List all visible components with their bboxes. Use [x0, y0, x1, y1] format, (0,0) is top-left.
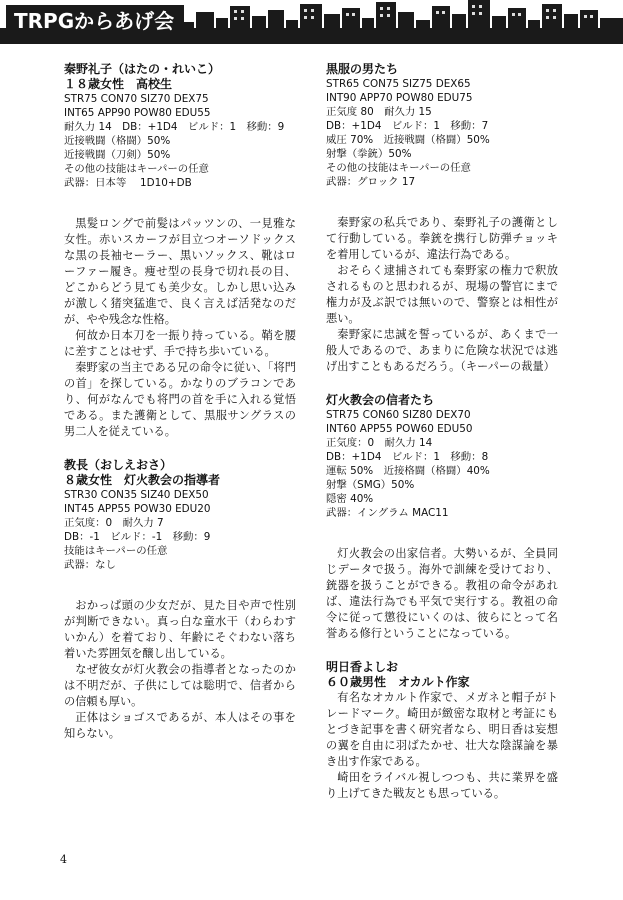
- description-paragraph: 黒髪ロングで前髪はパッツンの、一見雅な女性。赤いスカーフが目立つオーソドックスな黒の長袖セーラー、黒いソックス、靴はローファー履き。痩せ型の長身で切れ長の目、どこからどう見ても美少女。しかし思い込みが激しく猪突猛進で、良く言えば活発なのだが、やや残念な性格。: [64, 217, 296, 326]
- description-paragraph: 有名なオカルト作家で、メガネと帽子がトレードマーク。崎田が緻密な取材と考証にもとづき記事を書く研究者なら、明日香は妄想の翼を自由に羽ばたかせ、壮大な陰謀論を暴き出す作家である。: [326, 691, 558, 768]
- stat-line: 運転 50% 近接格闘（格闘）40%: [326, 465, 490, 477]
- description-paragraph: 秦野家の当主である兄の命令に従い、「将門の首」を探している。かなりのブラコンであり、何がなんでも将門の首を手に入れる覚悟である。また護衛として、黒服サングラスの男二人を従えている。: [64, 361, 296, 438]
- header-title: TRPGからあげ会: [6, 5, 184, 37]
- description-paragraph: おそらく逮捕されても秦野家の権力で釈放されるものと思われるが、現場の警官にまで権力が及ぶ訳では無いので、警察とは相性が悪い。: [326, 264, 558, 325]
- stat-line: 武器：なし: [64, 559, 116, 571]
- description-paragraph: なぜ彼女が灯火教会の指導者となったのかは不明だが、子供にしては聡明で、信者からの信頼も厚い。: [64, 663, 296, 708]
- stat-line: 技能はキーパーの任意: [64, 545, 168, 557]
- stat-line: INT60 APP55 POW60 EDU50: [326, 423, 473, 435]
- left-column: [64, 62, 296, 742]
- stat-line: その他の技能はキーパーの任意: [326, 162, 471, 174]
- character-sheet-men-in-black: [326, 62, 558, 189]
- stat-line: DB：-1 ビルド：-1 移動：9: [64, 531, 211, 543]
- character-name: 明日香よしお: [326, 660, 399, 674]
- page-header: [0, 0, 623, 44]
- stat-line: INT65 APP90 POW80 EDU55: [64, 107, 211, 119]
- stat-line: STR75 CON60 SIZ80 DEX70: [326, 409, 471, 421]
- description-paragraph: 正体はショゴスであるが、本人はその事を知らない。: [64, 711, 296, 740]
- description-paragraph: 崎田をライバル視しつつも、共に業界を盛り上げてきた戦友とも思っている。: [326, 771, 558, 800]
- character-description: [326, 690, 558, 802]
- stat-line: 正気度：0 耐久力 14: [326, 437, 433, 449]
- character-description: [326, 546, 558, 642]
- right-column: [326, 62, 558, 802]
- stat-line: STR30 CON35 SIZ40 DEX50: [64, 489, 209, 501]
- stat-line: 隠密 40%: [326, 493, 374, 505]
- character-description: [64, 598, 296, 742]
- description-paragraph: 灯火教会の出家信者。大勢いるが、全員同じデータで扱う。海外で訓練を受けており、銃器を扱うことができる。教祖の命令があれば、違法行為でも平気で実行する。教祖の命令に従って懲役にいくのは、彼らにとって名誉ある修行ということになっている。: [326, 547, 558, 640]
- character-name: 教長（おしえおさ）: [64, 458, 173, 472]
- stat-line: 威圧 70% 近接戦闘（格闘）50%: [326, 134, 490, 146]
- character-age-role: ６０歳男性 オカルト作家: [326, 675, 470, 689]
- character-sheet-oshieosa: [64, 458, 296, 572]
- stat-line: INT45 APP55 POW30 EDU20: [64, 503, 211, 515]
- stat-line: 射撃（SMG）50%: [326, 479, 415, 491]
- stat-line: 耐久力 14 DB：+1D4 ビルド：1 移動：9: [64, 121, 285, 133]
- stat-line: 近接戦闘（格闘）50%: [64, 135, 171, 147]
- stat-line: DB：+1D4 ビルド：1 移動：8: [326, 451, 489, 463]
- stat-line: 正気度：0 耐久力 7: [64, 517, 164, 529]
- page-number: 4: [60, 853, 67, 866]
- character-name: 秦野礼子（はたの・れいこ）: [64, 62, 221, 76]
- character-name: 灯火教会の信者たち: [326, 393, 435, 407]
- description-paragraph: おかっぱ頭の少女だが、見た目や声で性別が判断できない。真っ白な童水干（わらわすいかん）を着ており、年齢にそぐわない落ち着いた雰囲気を醸し出している。: [64, 599, 296, 660]
- stat-line: 武器：イングラム MAC11: [326, 507, 449, 519]
- description-paragraph: 秦野家の私兵であり、秦野礼子の護衛として行動している。拳銃を携行し防弾チョッキを着用しているが、違法行為である。: [326, 216, 558, 261]
- stat-line: DB：+1D4 ビルド：1 移動：7: [326, 120, 489, 132]
- character-description: [64, 216, 296, 440]
- description-paragraph: 秦野家に忠誠を誓っているが、あくまで一般人であるので、あまりに危険な状況では逃げ出すこともあるだろう。（キーパーの裁量）: [326, 328, 558, 373]
- character-sheet-cult-followers: [326, 393, 558, 520]
- character-age-role: １８歳女性 高校生: [64, 77, 173, 91]
- character-age-role: ８歳女性 灯火教会の指導者: [64, 473, 221, 487]
- character-sheet-asuka-yoshio: [326, 660, 558, 690]
- stat-line: STR65 CON75 SIZ75 DEX65: [326, 78, 471, 90]
- stat-line: 近接戦闘（刀剣）50%: [64, 149, 171, 161]
- character-name: 黒服の男たち: [326, 62, 399, 76]
- stat-line: STR75 CON70 SIZ70 DEX75: [64, 93, 209, 105]
- stat-line: 正気度 80 耐久力 15: [326, 106, 432, 118]
- stat-line: その他の技能はキーパーの任意: [64, 163, 209, 175]
- stat-line: 射撃（拳銃）50%: [326, 148, 412, 160]
- description-paragraph: 何故か日本刀を一振り持っている。鞘を腰に差すことはせず、手で持ち歩いている。: [64, 329, 296, 358]
- character-description: [326, 215, 558, 375]
- stat-line: INT90 APP70 POW80 EDU75: [326, 92, 473, 104]
- stat-line: 武器：日本等 1D10+DB: [64, 177, 192, 189]
- character-sheet-hatano-reiko: [64, 62, 296, 190]
- stat-line: 武器：グロック 17: [326, 176, 416, 188]
